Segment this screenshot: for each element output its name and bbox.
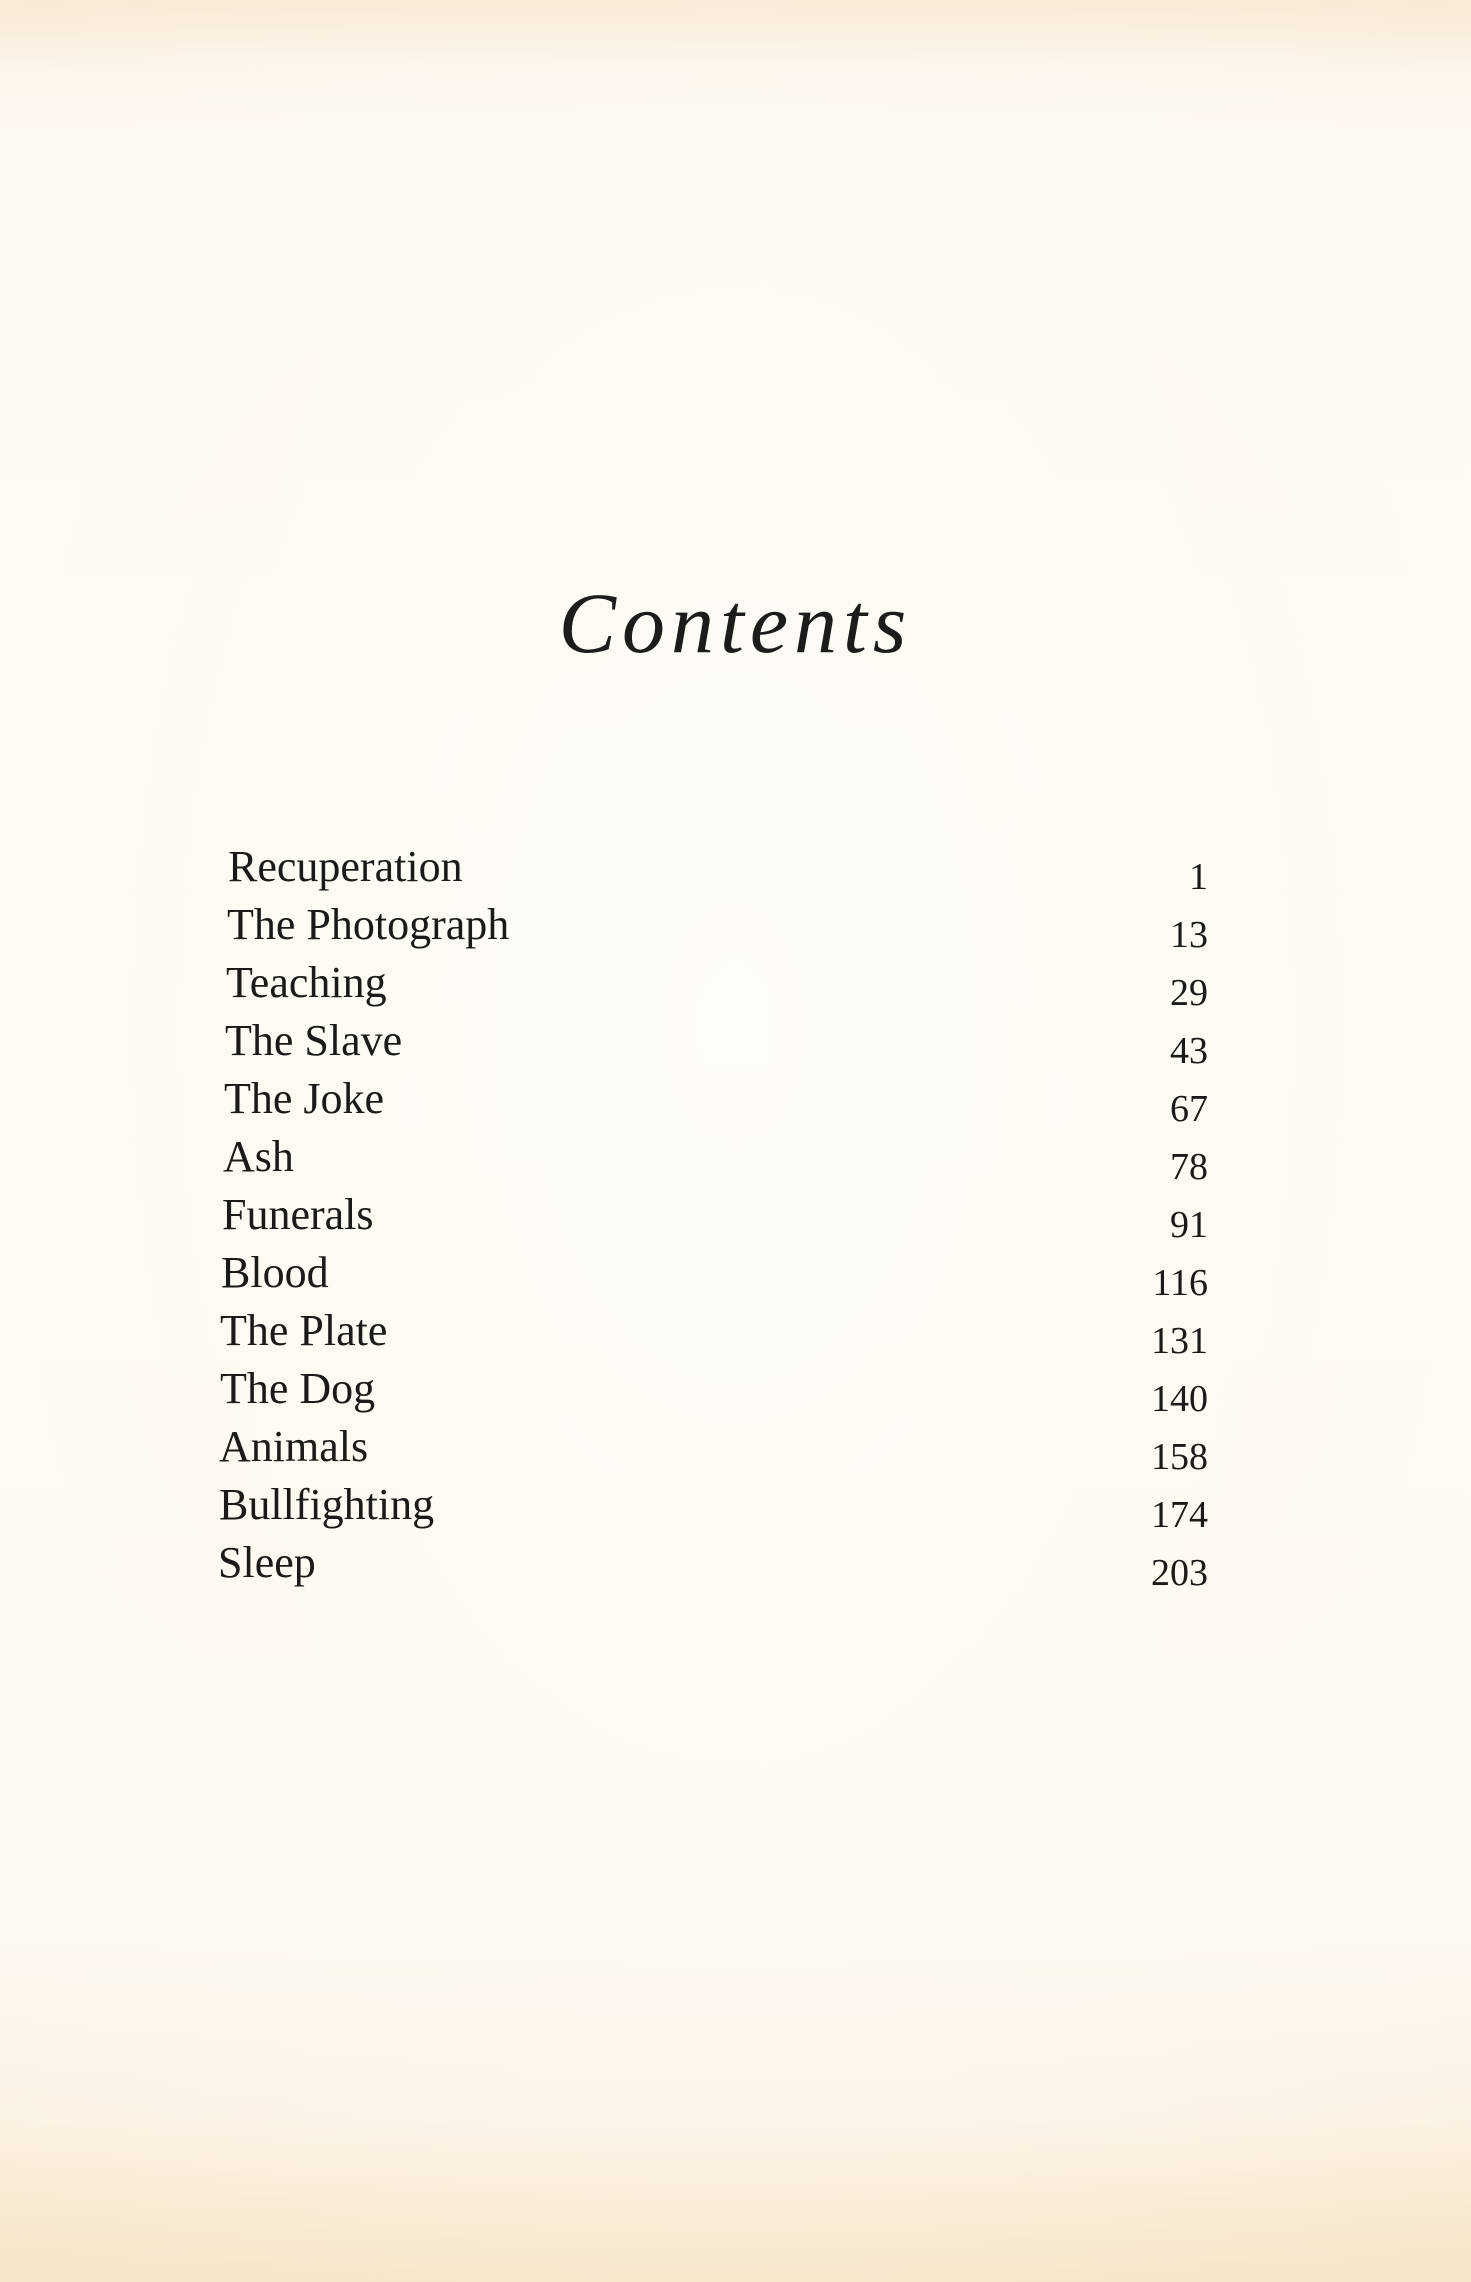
toc-entry-page-number: 174 (1151, 1494, 1208, 1536)
toc-entry-page-number: 43 (1170, 1030, 1208, 1072)
toc-entry-page-number: 140 (1151, 1378, 1208, 1420)
toc-entry (220, 1360, 1208, 1418)
toc-entry-page-number: 91 (1170, 1204, 1208, 1246)
toc-entry (225, 1012, 1208, 1070)
toc-entry (228, 838, 1208, 896)
toc-entry-title: Sleep (218, 1538, 316, 1587)
toc-entry-page-number: 78 (1170, 1146, 1208, 1188)
toc-entry-title: The Joke (224, 1074, 385, 1123)
toc-entry-title: The Slave (225, 1016, 403, 1065)
toc-entry-title: Animals (219, 1422, 369, 1471)
toc-entry (227, 896, 1208, 954)
toc-entry (219, 1476, 1208, 1534)
toc-entry-page-number: 131 (1151, 1320, 1208, 1362)
page-title: Contents (558, 575, 913, 671)
toc-entry (220, 1302, 1208, 1360)
toc-entry-page-number: 29 (1170, 972, 1208, 1014)
toc-entry-title: Ash (223, 1132, 294, 1181)
table-of-contents (218, 838, 1208, 1592)
toc-entry-page-number: 13 (1170, 914, 1208, 956)
toc-entry-title: Blood (221, 1248, 329, 1297)
page-bottom-shading (0, 2122, 1471, 2282)
toc-entry-title: Funerals (222, 1190, 374, 1239)
toc-entry (219, 1418, 1208, 1476)
toc-entry-title: Teaching (226, 958, 387, 1007)
toc-entry (221, 1244, 1208, 1302)
toc-entry-title: The Plate (220, 1306, 388, 1355)
toc-entry-page-number: 1 (1189, 856, 1208, 898)
toc-entry-page-number: 158 (1151, 1436, 1208, 1478)
toc-entry (224, 1070, 1208, 1128)
toc-entry (223, 1128, 1208, 1186)
toc-entry-title: Recuperation (228, 842, 463, 891)
toc-entry-page-number: 67 (1170, 1088, 1208, 1130)
page-top-shading (0, 0, 1471, 70)
toc-entry-title: Bullfighting (219, 1480, 435, 1529)
toc-entry-page-number: 203 (1151, 1552, 1208, 1594)
toc-entry (222, 1186, 1208, 1244)
toc-entry-title: The Photograph (227, 900, 510, 949)
toc-entry (218, 1534, 1208, 1592)
toc-entry (226, 954, 1208, 1012)
toc-entry-page-number: 116 (1152, 1262, 1208, 1304)
toc-entry-title: The Dog (220, 1364, 376, 1413)
